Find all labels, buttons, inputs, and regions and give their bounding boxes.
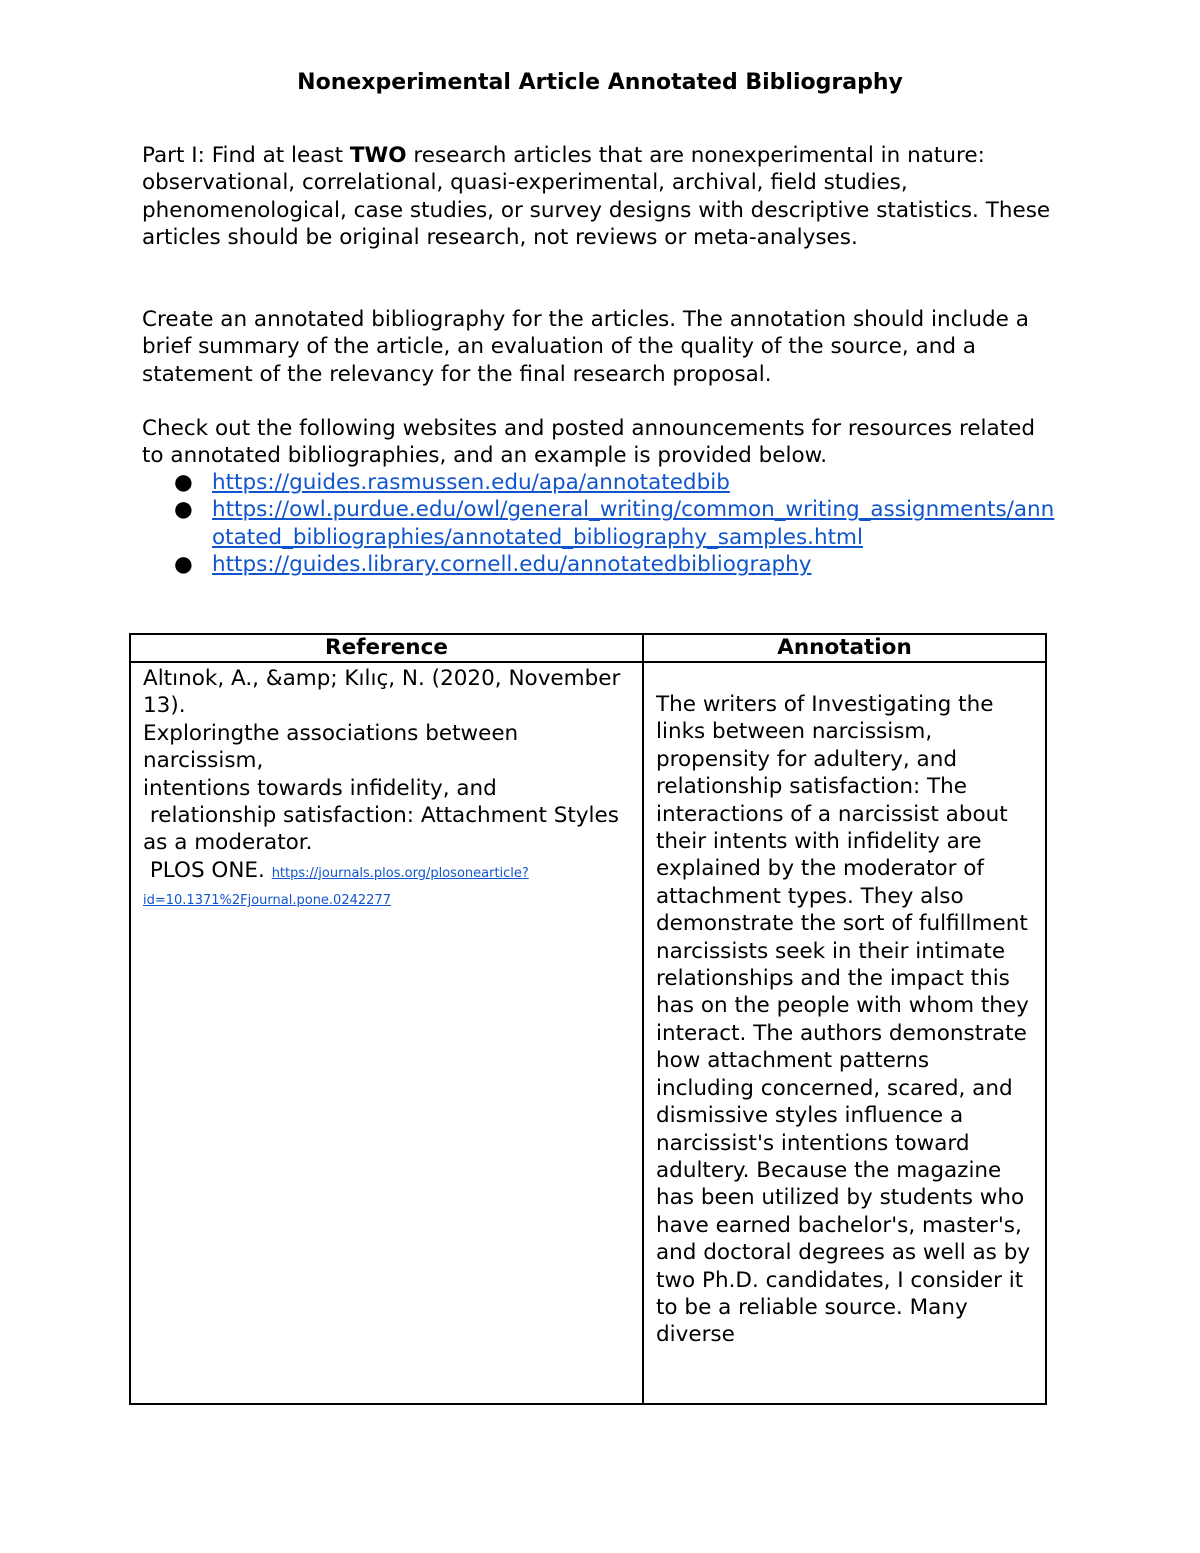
reference-cell <box>130 662 643 1404</box>
reference-header: Reference <box>130 634 643 662</box>
list-item <box>142 551 1062 578</box>
bullet-icon: ● <box>174 497 193 523</box>
annotation-header: Annotation <box>643 634 1046 662</box>
reference-authors: Altınok, A., &amp; Kılıç, N. (2020, November 13). <box>143 666 621 719</box>
reference-doi-link[interactable]: https://journals.plos.org/plosonearticle?id=10.1371%2Fjournal.pone.0242277 <box>143 865 529 909</box>
part1-prefix: Part I: Find at least <box>142 143 350 168</box>
table-row <box>130 662 1046 1404</box>
reference-journal-line <box>143 857 632 912</box>
resources-intro-paragraph: Check out the following websites and posted announcements for resources related to annotated bibliographies, and an example is provided below. <box>142 416 1035 469</box>
table-header-row <box>130 634 1046 662</box>
list-item <box>142 496 1062 551</box>
bullet-icon: ● <box>174 552 193 578</box>
part1-emphasis: TWO <box>349 143 407 168</box>
reference-title-line-2: intentions towards infidelity, and <box>143 775 497 801</box>
annotation-cell <box>643 662 1046 1404</box>
instructions-paragraph: Create an annotated bibliography for the articles. The annotation should include a brief summary of the article, an evaluation of the quality of the source, and a statement of the relevancy for the final research proposal. <box>142 307 1029 387</box>
document-title: Nonexperimental Article Annotated Bibliography <box>297 70 903 95</box>
rasmussen-link[interactable]: https://guides.rasmussen.edu/apa/annotatedbib <box>212 470 730 495</box>
cornell-link[interactable]: https://guides.library.cornell.edu/annotatedbibliography <box>212 552 812 578</box>
list-item <box>142 469 1062 496</box>
annotation-text: The writers of Investigating the links between narcissism, propensity for adultery, and relationship satisfaction: The interactions of a narcissist about their intents with infidelity are explained by the moderator of attachment types. They also demonstrate the sort of fulfillment narcissists seek in their intimate relationships and the impact this has on the people with whom they interact. The authors demonstrate how attachment patterns including concerned, scared, and dismissive styles influence a narcissist's intentions toward adultery. Because the magazine has been utilized by students who have earned bachelor's, master's, and doctoral degrees as well as by two Ph.D. candidates, I consider it to be a reliable source. Many diverse <box>656 692 1031 1348</box>
resource-link-list <box>142 469 1062 579</box>
purdue-owl-link[interactable]: https://owl.purdue.edu/owl/general_writing/common_writing_assignments/annotated_bibliographies/annotated_bibliography_samples.html <box>212 497 1055 550</box>
part1-paragraph <box>142 142 1062 252</box>
reference-title-line-3: relationship satisfaction: Attachment Styles as a moderator. <box>143 803 626 856</box>
part1-suffix: research articles that are nonexperimental in nature: observational, correlational, quasi-experimental, archival, field studies, phenomenological, case studies, or survey designs with descriptive statistics. These articles should be original research, not reviews or meta-analyses. <box>142 143 1051 251</box>
bibliography-table <box>129 633 1047 1405</box>
reference-title-line-1: Exploringthe associations between narcissism, <box>143 720 519 774</box>
reference-journal: PLOS ONE. <box>143 857 272 883</box>
bullet-icon: ● <box>174 470 193 495</box>
